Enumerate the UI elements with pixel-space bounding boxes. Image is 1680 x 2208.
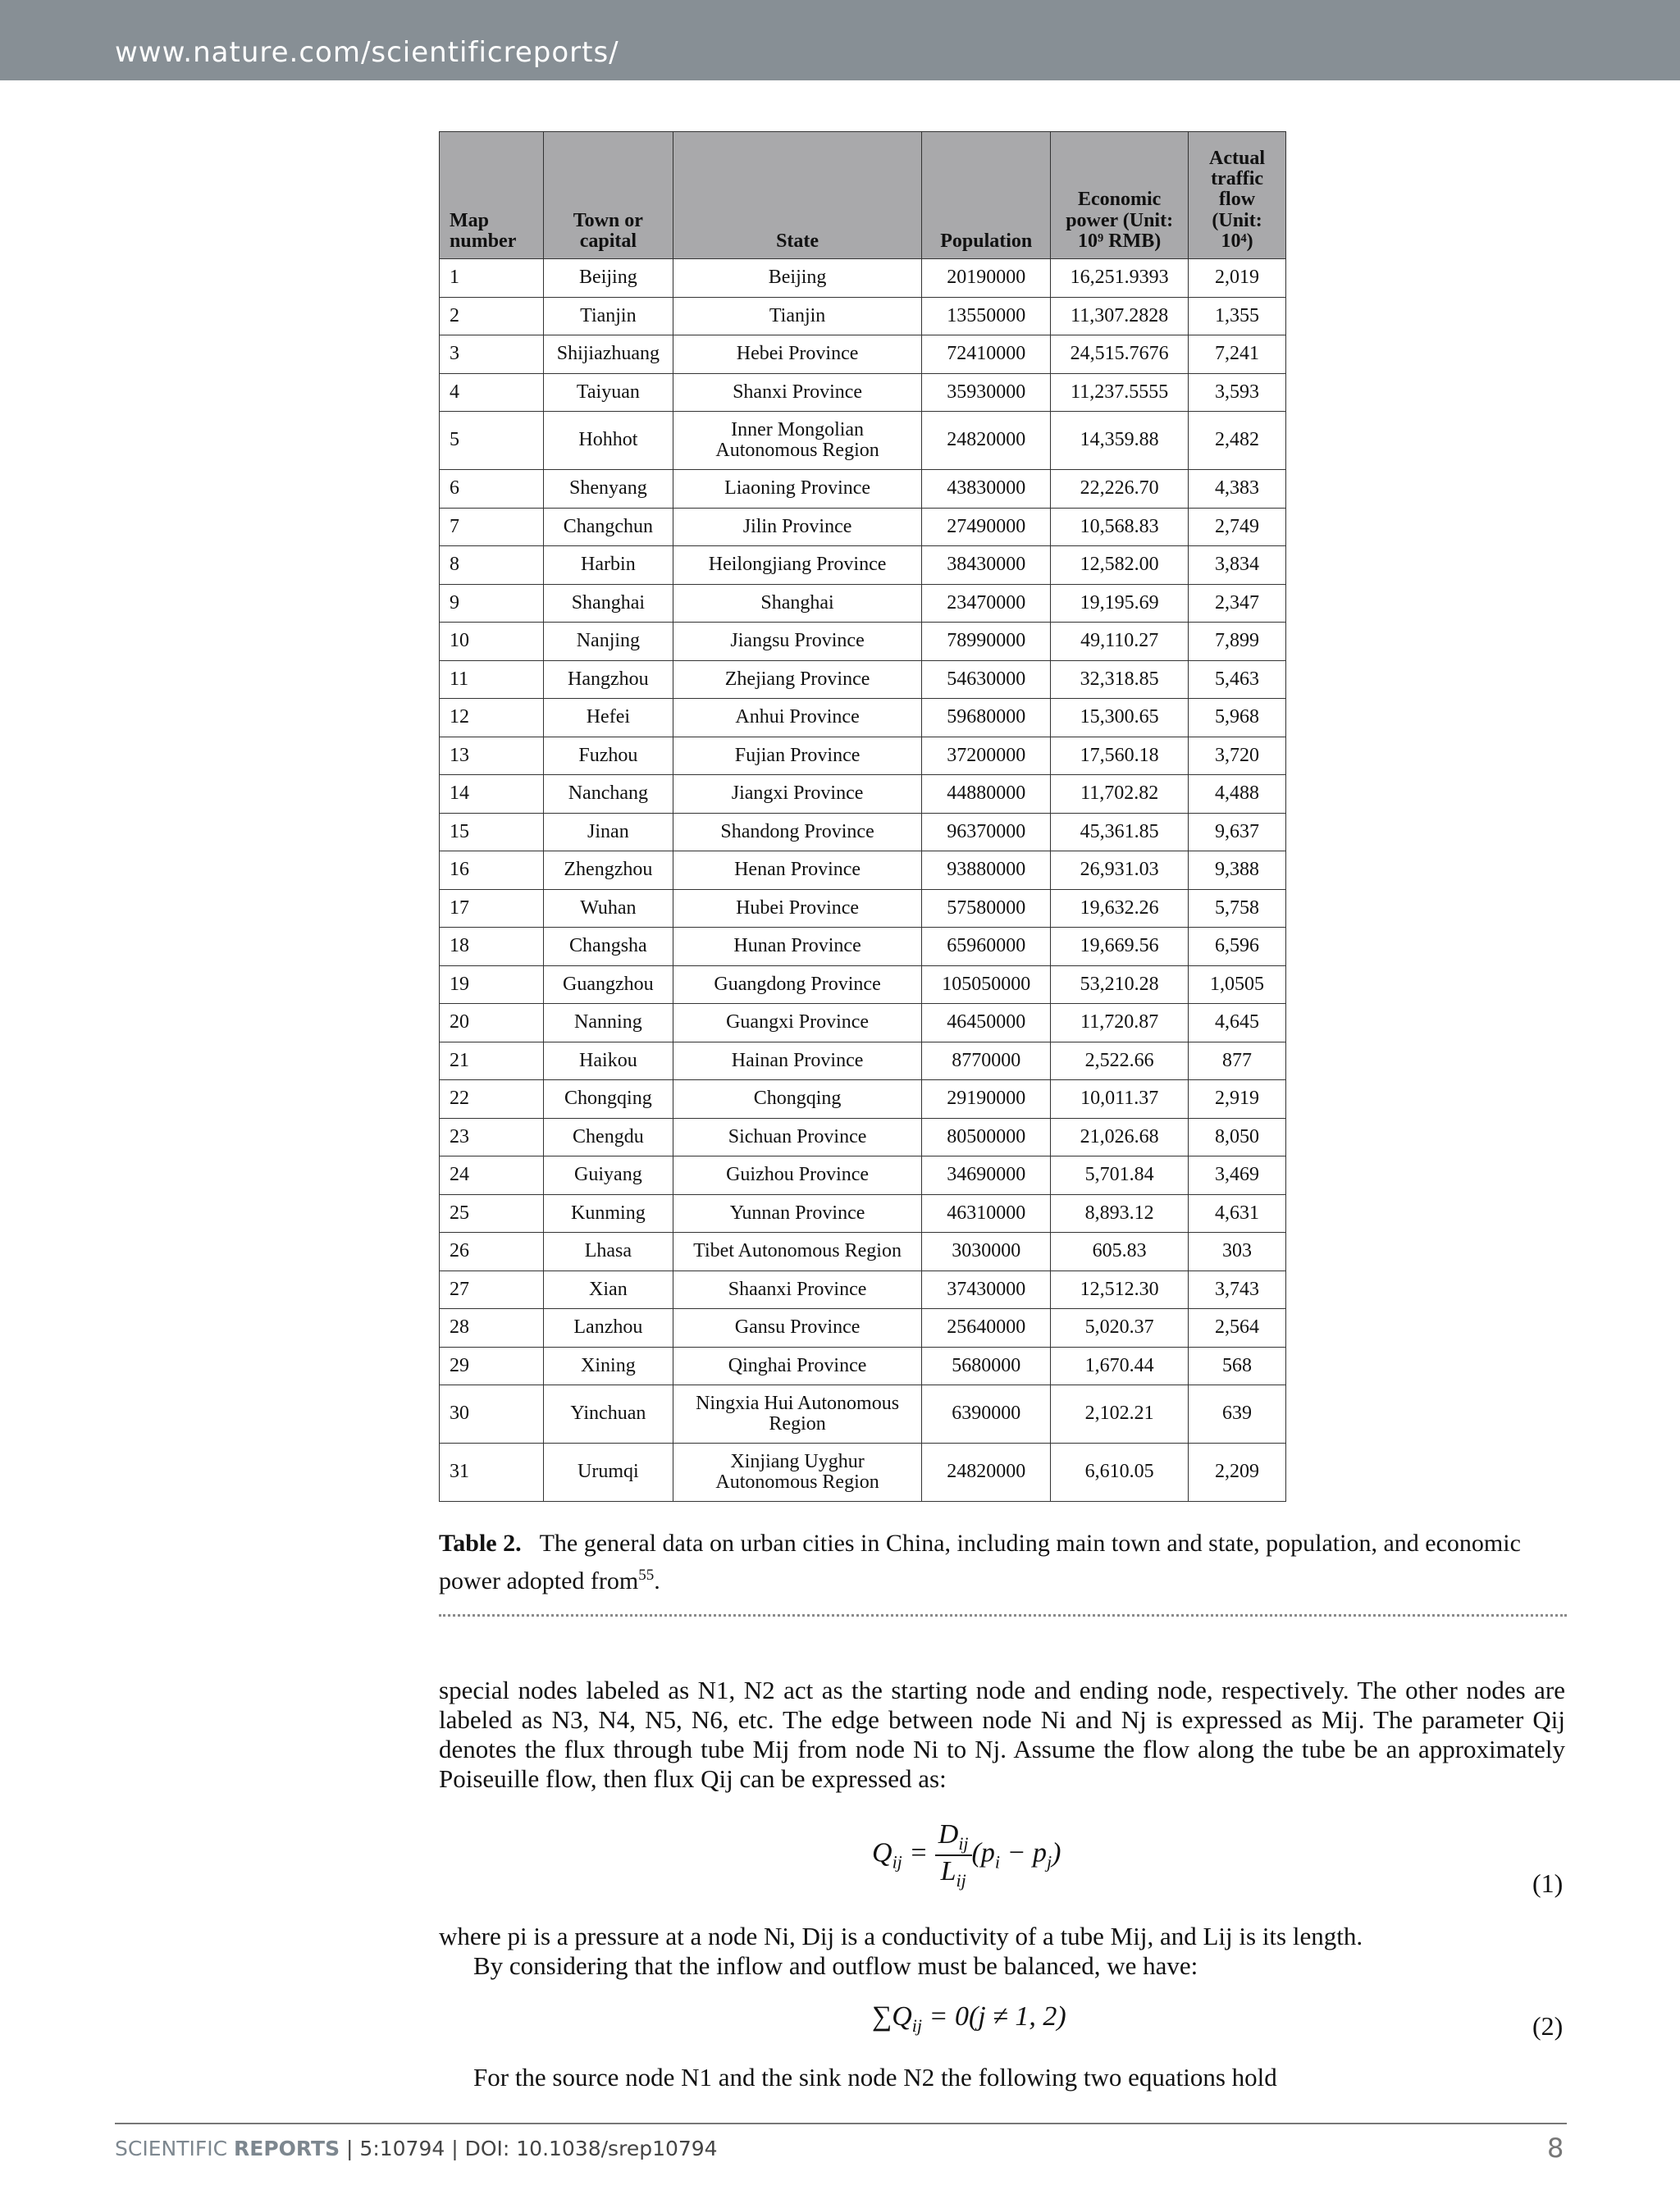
table-row <box>440 373 1286 412</box>
map-number-cell: 13 <box>440 737 544 775</box>
economic-power-cell: 5,020.37 <box>1051 1309 1189 1348</box>
map-number-cell: 21 <box>440 1042 544 1080</box>
page-number: 8 <box>1547 2133 1564 2164</box>
population-cell: 34690000 <box>922 1156 1051 1195</box>
population-cell: 27490000 <box>922 508 1051 546</box>
state-cell: Hunan Province <box>673 928 921 966</box>
economic-power-cell: 5,701.84 <box>1051 1156 1189 1195</box>
section-divider <box>439 1614 1567 1617</box>
town-cell: Guangzhou <box>543 965 673 1004</box>
state-cell: Shandong Province <box>673 813 921 851</box>
table-row <box>440 660 1286 699</box>
town-cell: Zhengzhou <box>543 851 673 890</box>
state-cell: Fujian Province <box>673 737 921 775</box>
state-cell: Jiangxi Province <box>673 775 921 814</box>
town-cell: Urumqi <box>543 1444 673 1502</box>
map-number-cell: 22 <box>440 1080 544 1119</box>
economic-power-cell: 12,582.00 <box>1051 546 1189 585</box>
map-number-cell: 20 <box>440 1004 544 1042</box>
town-cell: Nanjing <box>543 623 673 661</box>
table-row <box>440 584 1286 623</box>
traffic-flow-cell: 8,050 <box>1189 1118 1286 1156</box>
town-cell: Yinchuan <box>543 1385 673 1444</box>
state-cell: Xinjiang Uyghur Autonomous Region <box>673 1444 921 1502</box>
town-cell: Shijiazhuang <box>543 335 673 374</box>
table-row <box>440 259 1286 298</box>
caption-reference[interactable]: 55 <box>638 1567 655 1584</box>
town-cell: Nanning <box>543 1004 673 1042</box>
population-cell: 13550000 <box>922 297 1051 335</box>
table-row <box>440 1156 1286 1195</box>
col-header-economic-power: Economic power (Unit: 10⁹ RMB) <box>1051 132 1189 259</box>
equation-2: $\sum Q_{ij} = 0(j \ne 1$, 2) <box>872 2001 1066 2036</box>
population-cell: 78990000 <box>922 623 1051 661</box>
population-cell: 5680000 <box>922 1347 1051 1385</box>
state-cell: Guizhou Province <box>673 1156 921 1195</box>
table-row <box>440 965 1286 1004</box>
economic-power-cell: 26,931.03 <box>1051 851 1189 890</box>
col-header-population: Population <box>922 132 1051 259</box>
state-cell: Shanxi Province <box>673 373 921 412</box>
economic-power-cell: 15,300.65 <box>1051 699 1189 737</box>
table-row <box>440 1347 1286 1385</box>
table-row <box>440 1233 1286 1271</box>
town-cell: Wuhan <box>543 889 673 928</box>
economic-power-cell: 21,026.68 <box>1051 1118 1189 1156</box>
citation-text: | 5:10794 | DOI: 10.1038/srep10794 <box>340 2137 718 2160</box>
map-number-cell: 4 <box>440 373 544 412</box>
table-row <box>440 297 1286 335</box>
map-number-cell: 12 <box>440 699 544 737</box>
population-cell: 54630000 <box>922 660 1051 699</box>
table-row <box>440 546 1286 585</box>
header-bar <box>0 0 1680 80</box>
economic-power-cell: 8,893.12 <box>1051 1194 1189 1233</box>
traffic-flow-cell: 2,919 <box>1189 1080 1286 1119</box>
paragraph-balance: By considering that the inflow and outflow must be balanced, we have: <box>473 1951 1198 1980</box>
population-cell: 35930000 <box>922 373 1051 412</box>
traffic-flow-cell: 1,0505 <box>1189 965 1286 1004</box>
town-cell: Taiyuan <box>543 373 673 412</box>
col-header-traffic-flow: Actual traffic flow (Unit: 10⁴) <box>1189 132 1286 259</box>
journal-prefix: SCIENTIFIC <box>115 2137 234 2160</box>
table-row <box>440 1042 1286 1080</box>
state-cell: Yunnan Province <box>673 1194 921 1233</box>
town-cell: Xining <box>543 1347 673 1385</box>
economic-power-cell: 12,512.30 <box>1051 1271 1189 1309</box>
paragraph-source-sink: For the source node N1 and the sink node N2 the following two equations hold <box>473 2063 1277 2092</box>
state-cell: Heilongjiang Province <box>673 546 921 585</box>
table-row <box>440 851 1286 890</box>
table-row <box>440 889 1286 928</box>
economic-power-cell: 14,359.88 <box>1051 412 1189 470</box>
state-cell: Ningxia Hui Autonomous Region <box>673 1385 921 1444</box>
state-cell: Guangdong Province <box>673 965 921 1004</box>
traffic-flow-cell: 2,019 <box>1189 259 1286 298</box>
map-number-cell: 23 <box>440 1118 544 1156</box>
state-cell: Tibet Autonomous Region <box>673 1233 921 1271</box>
city-data-table <box>439 131 1286 1502</box>
state-cell: Beijing <box>673 259 921 298</box>
traffic-flow-cell: 2,564 <box>1189 1309 1286 1348</box>
traffic-flow-cell: 2,347 <box>1189 584 1286 623</box>
footer-divider <box>115 2123 1567 2124</box>
town-cell: Hefei <box>543 699 673 737</box>
state-cell: Chongqing <box>673 1080 921 1119</box>
map-number-cell: 25 <box>440 1194 544 1233</box>
population-cell: 20190000 <box>922 259 1051 298</box>
population-cell: 25640000 <box>922 1309 1051 1348</box>
population-cell: 59680000 <box>922 699 1051 737</box>
economic-power-cell: 32,318.85 <box>1051 660 1189 699</box>
population-cell: 24820000 <box>922 1444 1051 1502</box>
population-cell: 93880000 <box>922 851 1051 890</box>
traffic-flow-cell: 3,834 <box>1189 546 1286 585</box>
map-number-cell: 14 <box>440 775 544 814</box>
town-cell: Lhasa <box>543 1233 673 1271</box>
table-header-row <box>440 132 1286 259</box>
town-cell: Shenyang <box>543 470 673 509</box>
traffic-flow-cell: 3,720 <box>1189 737 1286 775</box>
traffic-flow-cell: 5,758 <box>1189 889 1286 928</box>
traffic-flow-cell: 3,593 <box>1189 373 1286 412</box>
state-cell: Hebei Province <box>673 335 921 374</box>
col-header-map-number: Map number <box>440 132 544 259</box>
economic-power-cell: 11,702.82 <box>1051 775 1189 814</box>
equation-1: $Q_{ij}$ = $\frac{D_{ij}}{L_{ij}}$ $(p_i - p_j)$ <box>872 1819 1061 1891</box>
traffic-flow-cell: 5,463 <box>1189 660 1286 699</box>
map-number-cell: 31 <box>440 1444 544 1502</box>
paragraph-nodes: special nodes labeled as N1, N2 act as the starting node and ending node, respectively. The other nodes are labeled as N3, N4, N5, N6, etc. The edge between node Ni and Nj is expressed as Mij. The parameter Qij denotes the flux through tube Mij from node Ni to Nj. Assume the flow along the tube be an approximately Poiseuille flow, then flux Qij can be expressed as: <box>439 1676 1565 1793</box>
state-cell: Shaanxi Province <box>673 1271 921 1309</box>
traffic-flow-cell: 7,241 <box>1189 335 1286 374</box>
population-cell: 29190000 <box>922 1080 1051 1119</box>
economic-power-cell: 19,195.69 <box>1051 584 1189 623</box>
state-cell: Guangxi Province <box>673 1004 921 1042</box>
economic-power-cell: 24,515.7676 <box>1051 335 1189 374</box>
table-row <box>440 508 1286 546</box>
table-row <box>440 1118 1286 1156</box>
town-cell: Hangzhou <box>543 660 673 699</box>
town-cell: Lanzhou <box>543 1309 673 1348</box>
population-cell: 96370000 <box>922 813 1051 851</box>
traffic-flow-cell: 1,355 <box>1189 297 1286 335</box>
map-number-cell: 9 <box>440 584 544 623</box>
population-cell: 23470000 <box>922 584 1051 623</box>
table-caption: Table 2. The general data on urban cities in China, including main town and state, population, and economic power adopted from$^{55}$. <box>439 1530 1521 1594</box>
table-row <box>440 1444 1286 1502</box>
traffic-flow-cell: 4,645 <box>1189 1004 1286 1042</box>
traffic-flow-cell: 568 <box>1189 1347 1286 1385</box>
town-cell: Tianjin <box>543 297 673 335</box>
map-number-cell: 17 <box>440 889 544 928</box>
town-cell: Fuzhou <box>543 737 673 775</box>
col-header-state: State <box>673 132 921 259</box>
state-cell: Qinghai Province <box>673 1347 921 1385</box>
state-cell: Jiangsu Province <box>673 623 921 661</box>
traffic-flow-cell: 4,488 <box>1189 775 1286 814</box>
table-row <box>440 470 1286 509</box>
state-cell: Hainan Province <box>673 1042 921 1080</box>
economic-power-cell: 11,237.5555 <box>1051 373 1189 412</box>
traffic-flow-cell: 303 <box>1189 1233 1286 1271</box>
traffic-flow-cell: 9,637 <box>1189 813 1286 851</box>
economic-power-cell: 16,251.9393 <box>1051 259 1189 298</box>
map-number-cell: 11 <box>440 660 544 699</box>
population-cell: 37430000 <box>922 1271 1051 1309</box>
map-number-cell: 8 <box>440 546 544 585</box>
economic-power-cell: 10,568.83 <box>1051 508 1189 546</box>
population-cell: 80500000 <box>922 1118 1051 1156</box>
economic-power-cell: 53,210.28 <box>1051 965 1189 1004</box>
traffic-flow-cell: 639 <box>1189 1385 1286 1444</box>
population-cell: 37200000 <box>922 737 1051 775</box>
population-cell: 43830000 <box>922 470 1051 509</box>
town-cell: Chongqing <box>543 1080 673 1119</box>
map-number-cell: 7 <box>440 508 544 546</box>
economic-power-cell: 605.83 <box>1051 1233 1189 1271</box>
state-cell: Henan Province <box>673 851 921 890</box>
population-cell: 6390000 <box>922 1385 1051 1444</box>
traffic-flow-cell: 3,469 <box>1189 1156 1286 1195</box>
table-row <box>440 699 1286 737</box>
economic-power-cell: 2,522.66 <box>1051 1042 1189 1080</box>
town-cell: Xian <box>543 1271 673 1309</box>
state-cell: Jilin Province <box>673 508 921 546</box>
economic-power-cell: 45,361.85 <box>1051 813 1189 851</box>
population-cell: 46450000 <box>922 1004 1051 1042</box>
population-cell: 8770000 <box>922 1042 1051 1080</box>
state-cell: Gansu Province <box>673 1309 921 1348</box>
population-cell: 44880000 <box>922 775 1051 814</box>
town-cell: Nanchang <box>543 775 673 814</box>
footer-citation <box>115 2137 718 2160</box>
col-header-town: Town or capital <box>543 132 673 259</box>
map-number-cell: 29 <box>440 1347 544 1385</box>
economic-power-cell: 19,632.26 <box>1051 889 1189 928</box>
table-row <box>440 1194 1286 1233</box>
map-number-cell: 1 <box>440 259 544 298</box>
economic-power-cell: 11,307.2828 <box>1051 297 1189 335</box>
population-cell: 72410000 <box>922 335 1051 374</box>
population-cell: 24820000 <box>922 412 1051 470</box>
town-cell: Hohhot <box>543 412 673 470</box>
map-number-cell: 16 <box>440 851 544 890</box>
map-number-cell: 19 <box>440 965 544 1004</box>
state-cell: Zhejiang Province <box>673 660 921 699</box>
paragraph-where: where pi is a pressure at a node Ni, Dij is a conductivity of a tube Mij, and Lij is its length. <box>439 1922 1363 1950</box>
table-row <box>440 928 1286 966</box>
traffic-flow-cell: 7,899 <box>1189 623 1286 661</box>
caption-label: Table 2. <box>439 1530 522 1557</box>
town-cell: Changchun <box>543 508 673 546</box>
journal-name: REPORTS <box>234 2137 340 2160</box>
table-row <box>440 1080 1286 1119</box>
traffic-flow-cell: 877 <box>1189 1042 1286 1080</box>
town-cell: Haikou <box>543 1042 673 1080</box>
traffic-flow-cell: 9,388 <box>1189 851 1286 890</box>
town-cell: Harbin <box>543 546 673 585</box>
map-number-cell: 2 <box>440 297 544 335</box>
traffic-flow-cell: 3,743 <box>1189 1271 1286 1309</box>
map-number-cell: 24 <box>440 1156 544 1195</box>
town-cell: Guiyang <box>543 1156 673 1195</box>
table-row <box>440 623 1286 661</box>
town-cell: Beijing <box>543 259 673 298</box>
traffic-flow-cell: 2,482 <box>1189 412 1286 470</box>
economic-power-cell: 10,011.37 <box>1051 1080 1189 1119</box>
economic-power-cell: 11,720.87 <box>1051 1004 1189 1042</box>
state-cell: Tianjin <box>673 297 921 335</box>
table-row <box>440 1004 1286 1042</box>
state-cell: Shanghai <box>673 584 921 623</box>
state-cell: Hubei Province <box>673 889 921 928</box>
traffic-flow-cell: 2,749 <box>1189 508 1286 546</box>
table-row <box>440 335 1286 374</box>
table-row <box>440 1385 1286 1444</box>
state-cell: Anhui Province <box>673 699 921 737</box>
town-cell: Kunming <box>543 1194 673 1233</box>
map-number-cell: 6 <box>440 470 544 509</box>
map-number-cell: 3 <box>440 335 544 374</box>
town-cell: Chengdu <box>543 1118 673 1156</box>
equation-1-number: (1) <box>1532 1868 1564 1898</box>
state-cell: Liaoning Province <box>673 470 921 509</box>
table-row <box>440 737 1286 775</box>
table-row <box>440 775 1286 814</box>
economic-power-cell: 1,670.44 <box>1051 1347 1189 1385</box>
traffic-flow-cell: 5,968 <box>1189 699 1286 737</box>
caption-text: The general data on urban cities in China, including main town and state, population, and economic power adopted from <box>439 1530 1521 1594</box>
map-number-cell: 30 <box>440 1385 544 1444</box>
population-cell: 38430000 <box>922 546 1051 585</box>
traffic-flow-cell: 4,383 <box>1189 470 1286 509</box>
traffic-flow-cell: 6,596 <box>1189 928 1286 966</box>
economic-power-cell: 6,610.05 <box>1051 1444 1189 1502</box>
economic-power-cell: 22,226.70 <box>1051 470 1189 509</box>
table-row <box>440 1271 1286 1309</box>
population-cell: 65960000 <box>922 928 1051 966</box>
traffic-flow-cell: 2,209 <box>1189 1444 1286 1502</box>
population-cell: 57580000 <box>922 889 1051 928</box>
map-number-cell: 28 <box>440 1309 544 1348</box>
economic-power-cell: 17,560.18 <box>1051 737 1189 775</box>
map-number-cell: 18 <box>440 928 544 966</box>
map-number-cell: 5 <box>440 412 544 470</box>
population-cell: 105050000 <box>922 965 1051 1004</box>
town-cell: Changsha <box>543 928 673 966</box>
map-number-cell: 26 <box>440 1233 544 1271</box>
population-cell: 3030000 <box>922 1233 1051 1271</box>
town-cell: Shanghai <box>543 584 673 623</box>
economic-power-cell: 2,102.21 <box>1051 1385 1189 1444</box>
state-cell: Sichuan Province <box>673 1118 921 1156</box>
state-cell: Inner Mongolian Autonomous Region <box>673 412 921 470</box>
table-row <box>440 1309 1286 1348</box>
traffic-flow-cell: 4,631 <box>1189 1194 1286 1233</box>
map-number-cell: 10 <box>440 623 544 661</box>
economic-power-cell: 19,669.56 <box>1051 928 1189 966</box>
town-cell: Jinan <box>543 813 673 851</box>
equation-2-number: (2) <box>1532 2011 1564 2041</box>
journal-url[interactable]: www.nature.com/scientificreports/ <box>115 36 619 69</box>
map-number-cell: 27 <box>440 1271 544 1309</box>
map-number-cell: 15 <box>440 813 544 851</box>
population-cell: 46310000 <box>922 1194 1051 1233</box>
economic-power-cell: 49,110.27 <box>1051 623 1189 661</box>
table-row <box>440 813 1286 851</box>
table-row <box>440 412 1286 470</box>
